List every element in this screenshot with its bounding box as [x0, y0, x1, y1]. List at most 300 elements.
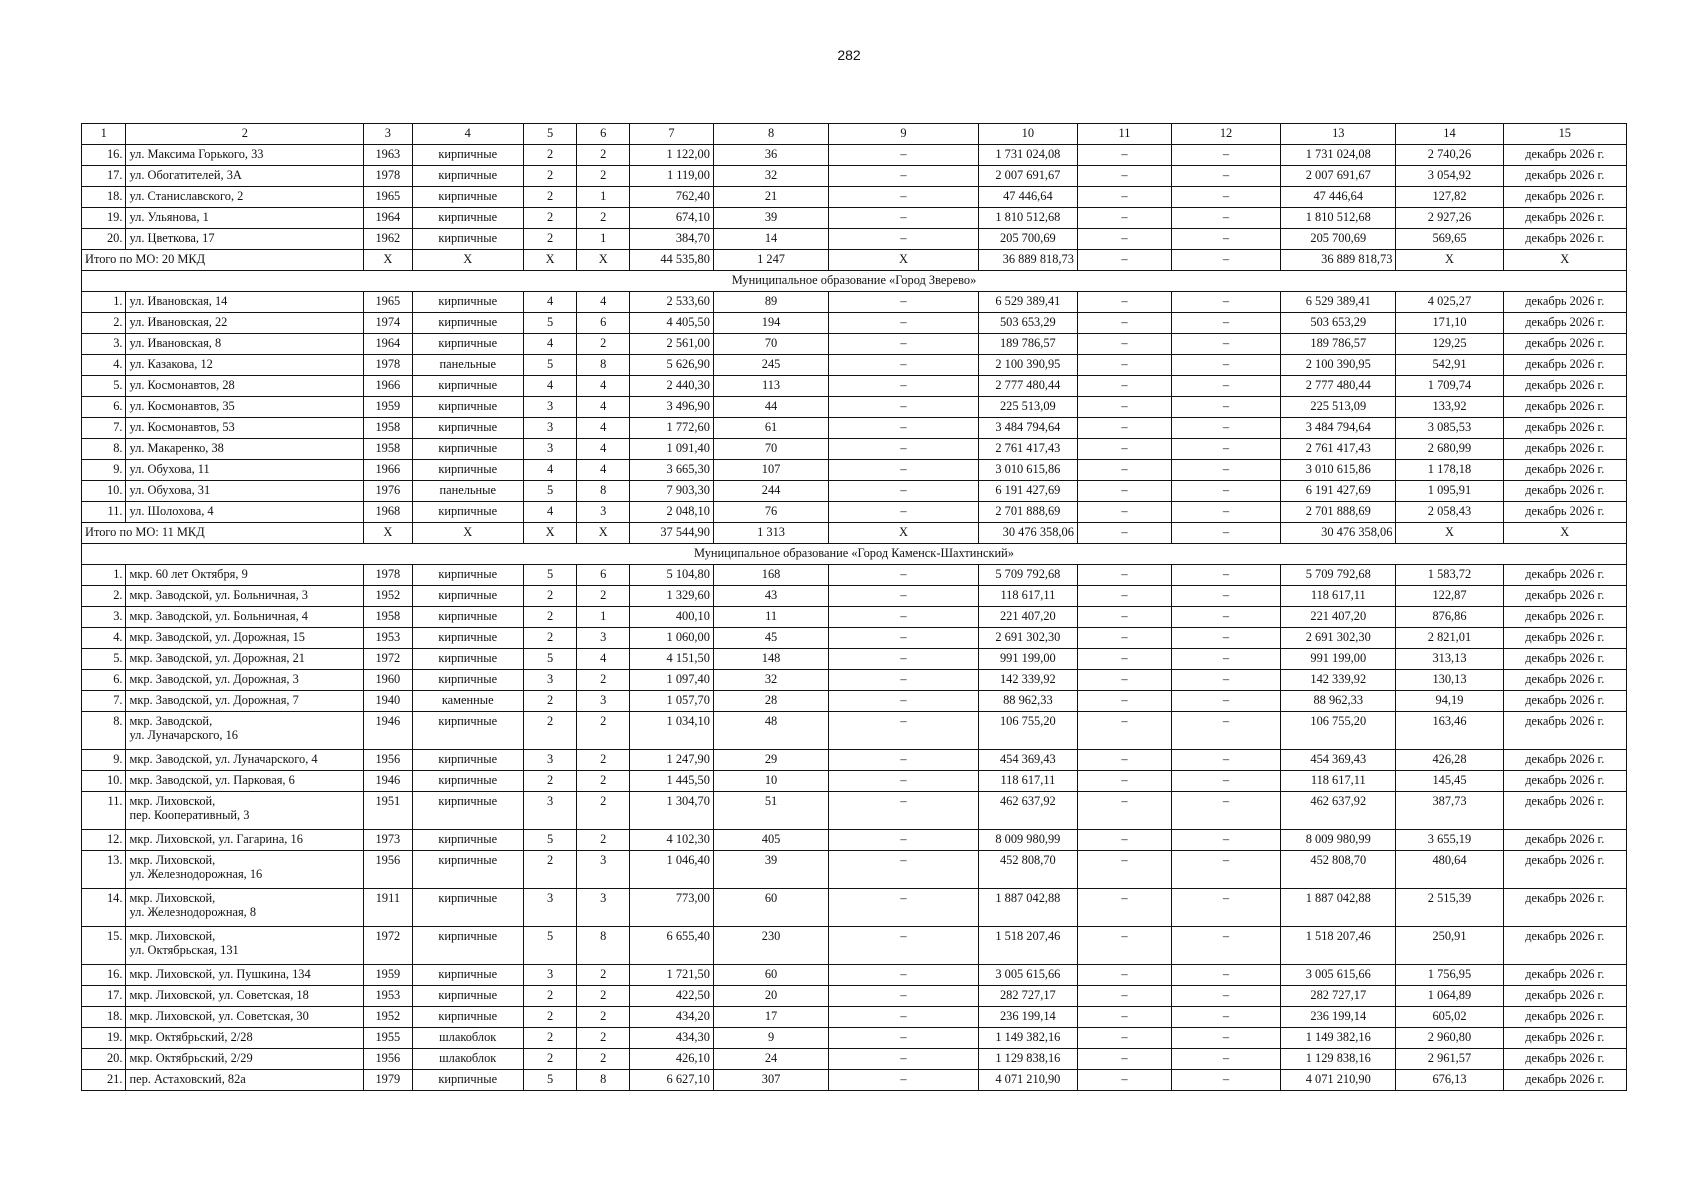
material-cell: кирпичные	[412, 607, 523, 628]
floors-cell: 2	[523, 986, 577, 1007]
residents-cell: 39	[713, 208, 828, 229]
unit-cost-cell: 876,86	[1396, 607, 1503, 628]
deadline-cell: декабрь 2026 г.	[1503, 830, 1626, 851]
entrances-cell: 8	[577, 927, 630, 965]
cost-cell: 462 637,92	[1281, 792, 1396, 830]
unit-cost-cell: 2 515,39	[1396, 889, 1503, 927]
address-cell	[126, 565, 364, 586]
deadline-cell: декабрь 2026 г.	[1503, 313, 1626, 334]
entrances-cell: 2	[577, 1049, 630, 1070]
deadline-cell: декабрь 2026 г.	[1503, 889, 1626, 927]
cost-cell: 221 407,20	[978, 607, 1077, 628]
year-cell: 1956	[364, 750, 413, 771]
floors-cell: 2	[523, 187, 577, 208]
table-row	[82, 439, 1627, 460]
deadline-cell: декабрь 2026 г.	[1503, 1028, 1626, 1049]
deadline-cell: декабрь 2026 г.	[1503, 691, 1626, 712]
row-number: 20.	[82, 1049, 126, 1070]
data-cell: –	[1171, 927, 1280, 965]
residents-cell: 307	[713, 1070, 828, 1091]
area-cell: 2 440,30	[630, 376, 714, 397]
data-cell: –	[1077, 187, 1171, 208]
cost-cell: 118 617,11	[978, 771, 1077, 792]
residents-cell: 29	[713, 750, 828, 771]
data-cell: –	[1171, 229, 1280, 250]
data-cell: –	[1171, 292, 1280, 313]
material-cell: кирпичные	[412, 628, 523, 649]
total-row	[82, 523, 1627, 544]
cost-cell: 1 887 042,88	[1281, 889, 1396, 927]
address-line: ул. Казакова, 12	[129, 357, 213, 371]
data-cell: –	[1171, 1070, 1280, 1091]
data-cell: –	[1171, 712, 1280, 750]
data-cell: –	[829, 586, 979, 607]
total-cell: X	[1503, 523, 1626, 544]
deadline-cell: декабрь 2026 г.	[1503, 439, 1626, 460]
data-cell: –	[829, 607, 979, 628]
row-number: 19.	[82, 208, 126, 229]
data-cell: –	[829, 229, 979, 250]
unit-cost-cell: 313,13	[1396, 649, 1503, 670]
address-line: ул. Ивановская, 14	[129, 294, 228, 308]
cost-cell: 2 691 302,30	[1281, 628, 1396, 649]
deadline-cell: декабрь 2026 г.	[1503, 927, 1626, 965]
floors-cell: 2	[523, 771, 577, 792]
deadline-cell: декабрь 2026 г.	[1503, 1049, 1626, 1070]
cost-cell: 2 007 691,67	[978, 166, 1077, 187]
address-cell	[126, 313, 364, 334]
material-cell: кирпичные	[412, 986, 523, 1007]
unit-cost-cell: 4 025,27	[1396, 292, 1503, 313]
table-row	[82, 1007, 1627, 1028]
address-cell	[126, 691, 364, 712]
year-cell: 1958	[364, 418, 413, 439]
floors-cell: 2	[523, 1028, 577, 1049]
unit-cost-cell: 2 960,80	[1396, 1028, 1503, 1049]
address-line: ул. Железнодорожная, 8	[129, 905, 257, 919]
cost-cell: 3 010 615,86	[978, 460, 1077, 481]
year-cell: 1976	[364, 481, 413, 502]
unit-cost-cell: 676,13	[1396, 1070, 1503, 1091]
data-cell: –	[1171, 586, 1280, 607]
column-header: 8	[713, 124, 828, 145]
floors-cell: 5	[523, 830, 577, 851]
data-cell: –	[1077, 691, 1171, 712]
material-cell: каменные	[412, 691, 523, 712]
deadline-cell: декабрь 2026 г.	[1503, 418, 1626, 439]
table-row	[82, 889, 1627, 927]
cost-cell: 4 071 210,90	[978, 1070, 1077, 1091]
cost-cell: 2 007 691,67	[1281, 166, 1396, 187]
address-line: мкр. Лиховской,	[129, 794, 216, 808]
area-cell: 1 721,50	[630, 965, 714, 986]
table-row	[82, 166, 1627, 187]
cost-cell: 236 199,14	[1281, 1007, 1396, 1028]
area-cell: 1 046,40	[630, 851, 714, 889]
address-line: мкр. Заводской, ул. Луначарского, 4	[129, 752, 318, 766]
area-cell: 1 060,00	[630, 628, 714, 649]
data-cell: –	[829, 771, 979, 792]
column-header: 2	[126, 124, 364, 145]
data-cell: –	[1171, 481, 1280, 502]
cost-cell: 282 727,17	[978, 986, 1077, 1007]
floors-cell: 4	[523, 292, 577, 313]
table-row	[82, 229, 1627, 250]
cost-cell: 236 199,14	[978, 1007, 1077, 1028]
unit-cost-cell: 163,46	[1396, 712, 1503, 750]
material-cell: кирпичные	[412, 397, 523, 418]
cost-cell: 3 005 615,66	[1281, 965, 1396, 986]
address-cell	[126, 628, 364, 649]
data-cell: –	[829, 712, 979, 750]
address-line: мкр. Заводской, ул. Дорожная, 21	[129, 651, 305, 665]
unit-cost-cell: 250,91	[1396, 927, 1503, 965]
entrances-cell: 1	[577, 607, 630, 628]
row-number: 18.	[82, 1007, 126, 1028]
cost-cell: 2 761 417,43	[1281, 439, 1396, 460]
total-cell: X	[412, 250, 523, 271]
address-line: ул. Ивановская, 8	[129, 336, 222, 350]
table-row	[82, 502, 1627, 523]
unit-cost-cell: 3 085,53	[1396, 418, 1503, 439]
table-row	[82, 292, 1627, 313]
address-cell	[126, 460, 364, 481]
cost-cell: 1 518 207,46	[1281, 927, 1396, 965]
total-cell: X	[412, 523, 523, 544]
table-row	[82, 830, 1627, 851]
address-cell	[126, 439, 364, 460]
material-cell: панельные	[412, 355, 523, 376]
area-cell: 7 903,30	[630, 481, 714, 502]
table-row	[82, 145, 1627, 166]
table-body	[82, 124, 1627, 1091]
area-cell: 3 496,90	[630, 397, 714, 418]
data-cell: –	[829, 628, 979, 649]
address-cell	[126, 670, 364, 691]
unit-cost-cell: 171,10	[1396, 313, 1503, 334]
area-cell: 1 034,10	[630, 712, 714, 750]
entrances-cell: 1	[577, 187, 630, 208]
row-number: 2.	[82, 313, 126, 334]
address-line: ул. Шолохова, 4	[129, 504, 214, 518]
address-cell	[126, 355, 364, 376]
material-cell: кирпичные	[412, 460, 523, 481]
column-header: 13	[1281, 124, 1396, 145]
entrances-cell: 3	[577, 628, 630, 649]
column-header: 6	[577, 124, 630, 145]
residents-cell: 405	[713, 830, 828, 851]
data-cell: –	[829, 889, 979, 927]
table-row	[82, 691, 1627, 712]
area-cell: 773,00	[630, 889, 714, 927]
material-cell: кирпичные	[412, 712, 523, 750]
deadline-cell: декабрь 2026 г.	[1503, 145, 1626, 166]
row-number: 14.	[82, 889, 126, 927]
data-cell: –	[1077, 481, 1171, 502]
year-cell: 1964	[364, 334, 413, 355]
material-cell: кирпичные	[412, 750, 523, 771]
data-cell: –	[829, 965, 979, 986]
total-cell: X	[829, 250, 979, 271]
year-cell: 1951	[364, 792, 413, 830]
column-header: 1	[82, 124, 126, 145]
area-cell: 1 091,40	[630, 439, 714, 460]
total-cell: X	[364, 250, 413, 271]
entrances-cell: 2	[577, 586, 630, 607]
data-cell: –	[1171, 166, 1280, 187]
data-cell: –	[829, 292, 979, 313]
residents-cell: 60	[713, 889, 828, 927]
unit-cost-cell: 1 178,18	[1396, 460, 1503, 481]
section-title: Муниципальное образование «Город Каменск-Шахтинский»	[82, 544, 1627, 565]
floors-cell: 2	[523, 208, 577, 229]
row-number: 18.	[82, 187, 126, 208]
entrances-cell: 2	[577, 712, 630, 750]
floors-cell: 5	[523, 927, 577, 965]
address-cell	[126, 712, 364, 750]
unit-cost-cell: 2 927,26	[1396, 208, 1503, 229]
address-cell	[126, 607, 364, 628]
cost-cell: 1 129 838,16	[1281, 1049, 1396, 1070]
data-cell: –	[1171, 965, 1280, 986]
address-line: мкр. Лиховской,	[129, 891, 216, 905]
area-cell: 3 665,30	[630, 460, 714, 481]
unit-cost-cell: 2 821,01	[1396, 628, 1503, 649]
unit-cost-cell: 129,25	[1396, 334, 1503, 355]
data-cell: –	[829, 986, 979, 1007]
row-number: 15.	[82, 927, 126, 965]
data-cell: –	[829, 1049, 979, 1070]
data-cell: –	[1077, 418, 1171, 439]
table-row	[82, 986, 1627, 1007]
cost-cell: 6 191 427,69	[1281, 481, 1396, 502]
table-row	[82, 1049, 1627, 1070]
total-cell: X	[1396, 523, 1503, 544]
cost-cell: 142 339,92	[1281, 670, 1396, 691]
column-header: 3	[364, 124, 413, 145]
deadline-cell: декабрь 2026 г.	[1503, 481, 1626, 502]
cost-cell: 3 484 794,64	[1281, 418, 1396, 439]
section-title: Муниципальное образование «Город Зверево»	[82, 271, 1627, 292]
year-cell: 1958	[364, 439, 413, 460]
section-row	[82, 271, 1627, 292]
column-header: 7	[630, 124, 714, 145]
unit-cost-cell: 133,92	[1396, 397, 1503, 418]
residents-cell: 24	[713, 1049, 828, 1070]
unit-cost-cell: 122,87	[1396, 586, 1503, 607]
entrances-cell: 2	[577, 830, 630, 851]
address-cell	[126, 986, 364, 1007]
data-cell: –	[829, 927, 979, 965]
table-row	[82, 1028, 1627, 1049]
material-cell: кирпичные	[412, 586, 523, 607]
total-cell: –	[1077, 523, 1171, 544]
table-row	[82, 649, 1627, 670]
entrances-cell: 4	[577, 439, 630, 460]
data-cell: –	[1077, 1049, 1171, 1070]
material-cell: кирпичные	[412, 208, 523, 229]
year-cell: 1974	[364, 313, 413, 334]
cost-cell: 205 700,69	[978, 229, 1077, 250]
unit-cost-cell: 569,65	[1396, 229, 1503, 250]
entrances-cell: 2	[577, 750, 630, 771]
area-cell: 674,10	[630, 208, 714, 229]
residents-cell: 194	[713, 313, 828, 334]
address-line: мкр. Заводской, ул. Больничная, 3	[129, 588, 308, 602]
floors-cell: 2	[523, 607, 577, 628]
material-cell: кирпичные	[412, 1007, 523, 1028]
area-cell: 422,50	[630, 986, 714, 1007]
deadline-cell: декабрь 2026 г.	[1503, 460, 1626, 481]
data-cell: –	[829, 166, 979, 187]
material-cell: кирпичные	[412, 565, 523, 586]
address-cell	[126, 376, 364, 397]
area-cell: 1 097,40	[630, 670, 714, 691]
data-cell: –	[1171, 313, 1280, 334]
residents-cell: 43	[713, 586, 828, 607]
material-cell: кирпичные	[412, 965, 523, 986]
total-cell: X	[523, 523, 577, 544]
row-number: 8.	[82, 439, 126, 460]
deadline-cell: декабрь 2026 г.	[1503, 166, 1626, 187]
data-cell: –	[829, 1028, 979, 1049]
cost-cell: 452 808,70	[1281, 851, 1396, 889]
total-row	[82, 250, 1627, 271]
total-cell: X	[523, 250, 577, 271]
entrances-cell: 8	[577, 481, 630, 502]
header-row	[82, 124, 1627, 145]
material-cell: кирпичные	[412, 792, 523, 830]
table-row	[82, 334, 1627, 355]
unit-cost-cell: 480,64	[1396, 851, 1503, 889]
total-cell: X	[577, 523, 630, 544]
unit-cost-cell: 130,13	[1396, 670, 1503, 691]
row-number: 2.	[82, 586, 126, 607]
address-line: мкр. Заводской, ул. Дорожная, 3	[129, 672, 299, 686]
data-cell: –	[1077, 607, 1171, 628]
year-cell: 1964	[364, 208, 413, 229]
data-cell: –	[1077, 1028, 1171, 1049]
cost-cell: 47 446,64	[978, 187, 1077, 208]
address-line: мкр. Заводской, ул. Больничная, 4	[129, 609, 308, 623]
floors-cell: 5	[523, 313, 577, 334]
address-cell	[126, 1007, 364, 1028]
area-cell: 1 772,60	[630, 418, 714, 439]
row-number: 17.	[82, 166, 126, 187]
data-cell: –	[1171, 649, 1280, 670]
row-number: 4.	[82, 628, 126, 649]
material-cell: кирпичные	[412, 670, 523, 691]
data-cell: –	[1171, 792, 1280, 830]
data-cell: –	[829, 670, 979, 691]
data-cell: –	[829, 355, 979, 376]
material-cell: кирпичные	[412, 418, 523, 439]
floors-cell: 3	[523, 750, 577, 771]
year-cell: 1952	[364, 586, 413, 607]
area-cell: 4 405,50	[630, 313, 714, 334]
table-row	[82, 460, 1627, 481]
row-number: 16.	[82, 145, 126, 166]
address-cell	[126, 481, 364, 502]
table-row	[82, 851, 1627, 889]
table-row	[82, 607, 1627, 628]
data-cell: –	[1171, 1007, 1280, 1028]
unit-cost-cell: 1 095,91	[1396, 481, 1503, 502]
cost-cell: 991 199,00	[1281, 649, 1396, 670]
row-number: 17.	[82, 986, 126, 1007]
total-cell: –	[1077, 250, 1171, 271]
residents-cell: 21	[713, 187, 828, 208]
year-cell: 1946	[364, 771, 413, 792]
material-cell: кирпичные	[412, 313, 523, 334]
data-cell: –	[1171, 889, 1280, 927]
data-cell: –	[1077, 334, 1171, 355]
year-cell: 1958	[364, 607, 413, 628]
year-cell: 1963	[364, 145, 413, 166]
deadline-cell: декабрь 2026 г.	[1503, 397, 1626, 418]
cost-cell: 106 755,20	[978, 712, 1077, 750]
floors-cell: 3	[523, 965, 577, 986]
cost-cell: 88 962,33	[1281, 691, 1396, 712]
address-cell	[126, 965, 364, 986]
total-cell: 1 313	[713, 523, 828, 544]
area-cell: 400,10	[630, 607, 714, 628]
entrances-cell: 4	[577, 397, 630, 418]
deadline-cell: декабрь 2026 г.	[1503, 965, 1626, 986]
unit-cost-cell: 1 709,74	[1396, 376, 1503, 397]
floors-cell: 4	[523, 502, 577, 523]
year-cell: 1973	[364, 830, 413, 851]
entrances-cell: 4	[577, 649, 630, 670]
unit-cost-cell: 3 054,92	[1396, 166, 1503, 187]
year-cell: 1968	[364, 502, 413, 523]
data-cell: –	[829, 565, 979, 586]
data-cell: –	[1171, 334, 1280, 355]
area-cell: 5 104,80	[630, 565, 714, 586]
unit-cost-cell: 127,82	[1396, 187, 1503, 208]
table-row	[82, 628, 1627, 649]
row-number: 5.	[82, 376, 126, 397]
cost-cell: 88 962,33	[978, 691, 1077, 712]
data-cell: –	[829, 334, 979, 355]
data-cell: –	[1171, 750, 1280, 771]
deadline-cell: декабрь 2026 г.	[1503, 208, 1626, 229]
area-cell: 2 561,00	[630, 334, 714, 355]
entrances-cell: 4	[577, 292, 630, 313]
table-row	[82, 712, 1627, 750]
table-row	[82, 187, 1627, 208]
deadline-cell: декабрь 2026 г.	[1503, 792, 1626, 830]
address-line: ул. Станиславского, 2	[129, 189, 244, 203]
year-cell: 1962	[364, 229, 413, 250]
housing-table	[81, 123, 1627, 1091]
row-number: 12.	[82, 830, 126, 851]
residents-cell: 76	[713, 502, 828, 523]
data-cell: –	[829, 691, 979, 712]
residents-cell: 51	[713, 792, 828, 830]
data-cell: –	[1171, 628, 1280, 649]
address-line: ул. Максима Горького, 33	[129, 147, 264, 161]
data-cell: –	[1077, 355, 1171, 376]
address-cell	[126, 927, 364, 965]
data-cell: –	[1171, 565, 1280, 586]
material-cell: кирпичные	[412, 830, 523, 851]
cost-cell: 8 009 980,99	[978, 830, 1077, 851]
residents-cell: 60	[713, 965, 828, 986]
entrances-cell: 1	[577, 229, 630, 250]
entrances-cell: 4	[577, 418, 630, 439]
residents-cell: 45	[713, 628, 828, 649]
